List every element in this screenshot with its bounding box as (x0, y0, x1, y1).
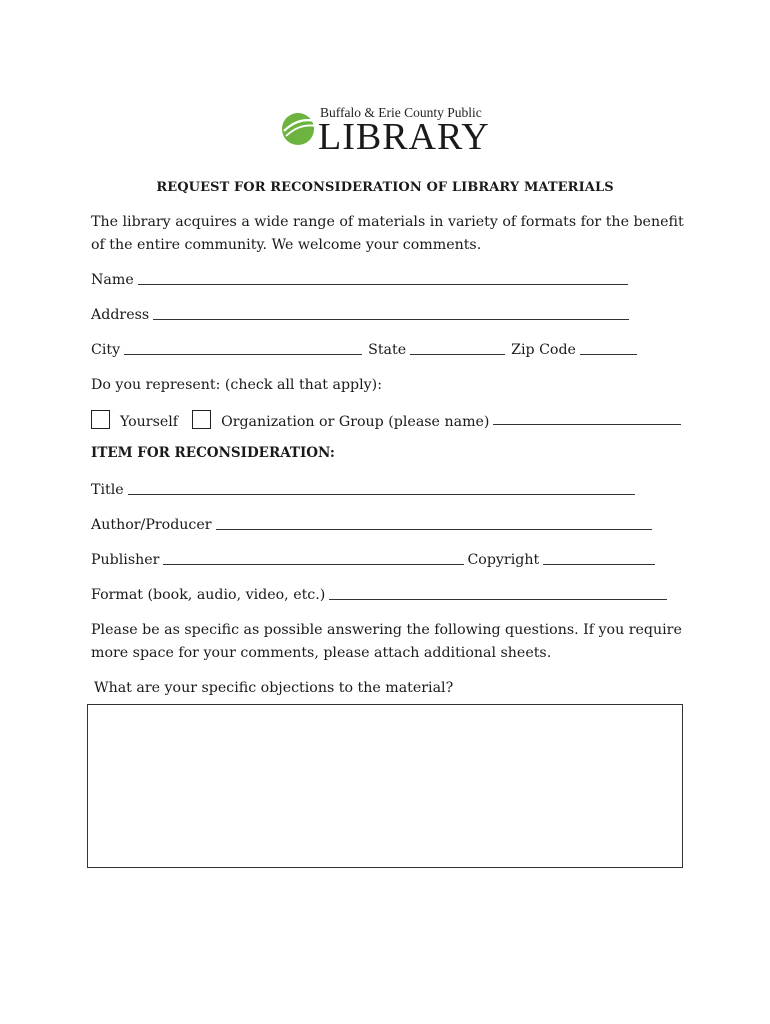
logo-main-text: LIBRARY (318, 116, 490, 158)
format-row (91, 583, 667, 603)
name-field[interactable] (138, 271, 628, 285)
city-field[interactable] (124, 341, 362, 355)
format-label: Format (book, audio, video, etc.) (91, 587, 326, 603)
address-field[interactable] (153, 306, 629, 320)
name-row (91, 268, 628, 288)
represent-question-row (91, 373, 382, 393)
logo-top-text: Buffalo & Erie County Public (320, 105, 482, 120)
leaf-logo-icon (280, 107, 320, 147)
instructions-paragraph: Please be as specific as possible answering the following questions. If you require more space for your comments, please attach additional sheets. (91, 622, 682, 661)
represent-question: Do you represent: (check all that apply): (91, 377, 382, 393)
organization-name-field[interactable] (493, 411, 681, 425)
author-row (91, 513, 652, 533)
author-field[interactable] (216, 516, 652, 530)
zip-field[interactable] (580, 341, 637, 355)
objections-answer-box[interactable] (87, 704, 683, 868)
question1-label: What are your specific objections to the material? (94, 680, 454, 696)
author-label: Author/Producer (91, 517, 212, 533)
publisher-field[interactable] (163, 551, 464, 565)
copyright-field[interactable] (543, 551, 655, 565)
publisher-label: Publisher (91, 552, 160, 568)
organization-checkbox[interactable] (192, 410, 211, 429)
question1-row (94, 676, 453, 696)
yourself-checkbox[interactable] (91, 410, 110, 429)
zip-label: Zip Code (511, 342, 576, 358)
organization-label: Organization or Group (please name) (221, 414, 490, 430)
library-logo (280, 105, 500, 158)
form-title: REQUEST FOR RECONSIDERATION OF LIBRARY MATERIALS (156, 180, 614, 195)
city-label: City (91, 342, 121, 358)
represent-options-row (91, 406, 681, 430)
state-label: State (368, 342, 407, 358)
city-state-zip-row (91, 338, 637, 358)
name-label: Name (91, 272, 134, 288)
item-section-heading: ITEM FOR RECONSIDERATION: (91, 445, 335, 461)
copyright-label: Copyright (467, 552, 540, 568)
title-label: Title (91, 482, 124, 498)
address-label: Address (91, 307, 150, 323)
title-field[interactable] (128, 481, 635, 495)
yourself-label: Yourself (120, 414, 179, 430)
intro-paragraph: The library acquires a wide range of materials in variety of formats for the benefit of the entire community. We welcome your comments. (91, 214, 684, 253)
format-field[interactable] (329, 586, 667, 600)
state-field[interactable] (410, 341, 505, 355)
title-row (91, 478, 635, 498)
publisher-row (91, 548, 655, 568)
address-row (91, 303, 629, 323)
